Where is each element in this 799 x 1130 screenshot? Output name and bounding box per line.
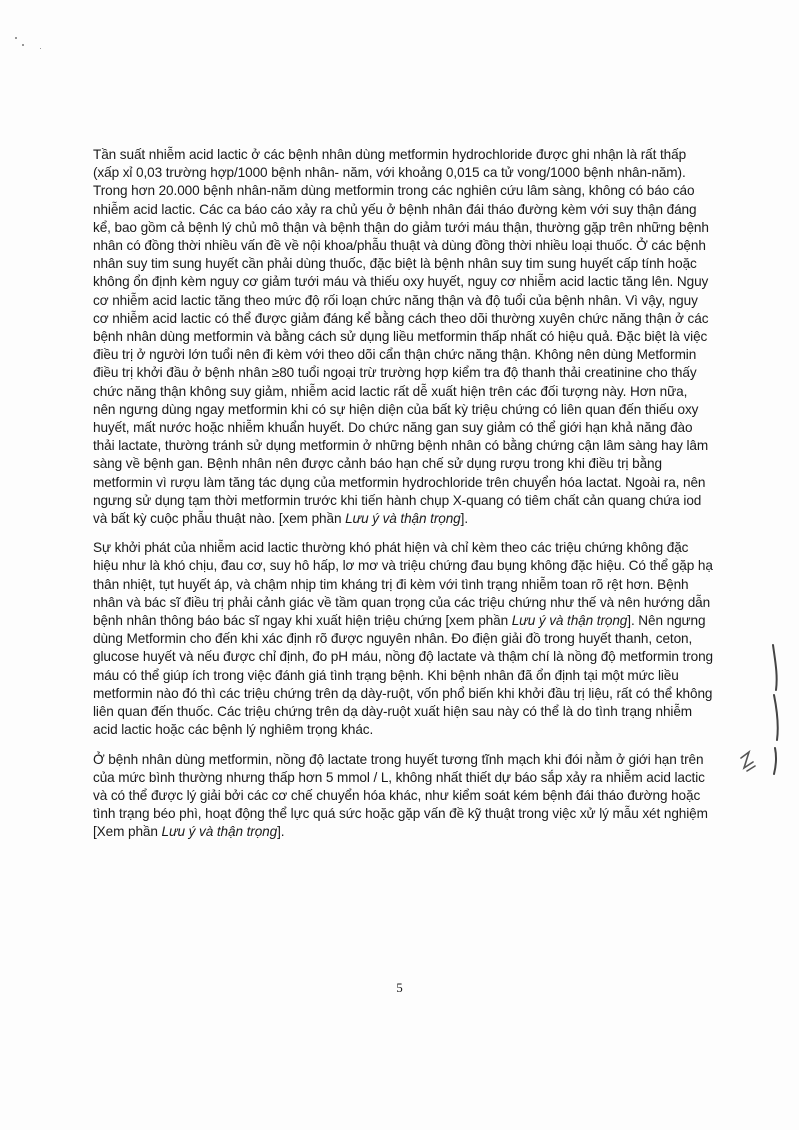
paragraph-text: Ở bệnh nhân dùng metformin, nồng độ lactate trong huyết tương tĩnh mạch khi đói nằm ở giới hạn trên của mức bình thường nhưng thấp hơn 5 mmol / L, không nhất thiết dự báo sắp xảy ra nhiễm acid lactic và có thể được lý giải bởi các cơ chế chuyển hóa khác, như kiểm soát kém bệnh đái tháo đường hoặc tình trạng béo phì, hoạt động thể lực quá sức hoặc gặp vấn đề kỹ thuật trong việc xử lý mẫu xét nghiệm [Xem phần bbox=[93, 751, 708, 840]
paragraph-text: ]. bbox=[277, 824, 285, 840]
handwritten-margin-mark bbox=[735, 640, 785, 800]
cross-reference: Lưu ý và thận trọng bbox=[511, 613, 628, 629]
paragraph-text: ]. Nên ngưng dùng Metformin cho đến khi xác định rõ được nguyên nhân. Đo điện giải đồ trong huyết thanh, ceton, glucose huyết và nếu được chỉ định, đo pH máu, nồng độ lactate và thậm chí là nồng độ metformin trong máu có thể giúp ích trong việc đánh giá tình trạng bệnh. Khi bệnh nhân đã ổn định tại một mức liều metformin nào đó thì các triệu chứng trên dạ dày-ruột, vốn phổ biến khi khởi đầu trị liệu, rất có thể không liên quan đến thuốc. Các triệu chứng trên dạ dày-ruột xuất hiện sau này có thể là do tình trạng nhiễm acid lactic hoặc các bệnh lý nghiêm trọng khác. bbox=[93, 613, 714, 738]
cross-reference: Lưu ý và thận trọng bbox=[345, 511, 461, 527]
page-number: 5 bbox=[396, 980, 403, 995]
paragraph-1 bbox=[93, 146, 713, 528]
scan-speck bbox=[15, 37, 17, 39]
paragraph-text: Sự khởi phát của nhiễm acid lactic thường khó phát hiện và chỉ kèm theo các triệu chứng không đặc hiệu như là khó chịu, đau cơ, suy hô hấp, lơ mơ và triệu chứng đau bụng không đặc hiệu. Có thể gặp hạ thân nhiệt, tụt huyết áp, và chậm nhịp tim kháng trị đi kèm với tình trạng nhiễm toan rõ rệt hơn. Bệnh nhân và bác sĩ điều trị phải cảnh giác về tầm quan trọng của các triệu chứng như thế và nên hướng dẫn bệnh nhân thông báo bác sĩ ngay khi xuất hiện triệu chứng [xem phần bbox=[93, 540, 713, 629]
cross-reference: Lưu ý và thận trọng bbox=[161, 824, 278, 840]
paragraph-text: Tần suất nhiễm acid lactic ở các bệnh nhân dùng metformin hydrochloride được ghi nhận là rất thấp (xấp xỉ 0,03 trường hợp/1000 bệnh nhân- năm, với khoảng 0,015 ca tử vong/1000 bệnh nhân-năm). Trong hơn 20.000 bệnh nhân-năm dùng metformin trong các nghiên cứu lâm sàng, không có báo cáo nhiễm acid lactic. Các ca báo cáo xảy ra chủ yếu ở bệnh nhân đái tháo đường kèm với suy thận đáng kể, bao gồm cả bệnh lý chủ mô thận và bệnh thận do giảm tưới máu thận, thường gặp trên những bệnh nhân có đồng thời nhiều vấn đề về nội khoa/phẫu thuật và dùng đồng thời nhiều loại thuốc. Ở các bệnh nhân suy tim sung huyết cần phải dùng thuốc, đặc biệt là bệnh nhân suy tim sung huyết cấp tính hoặc không ổn định kèm nguy cơ giảm tưới máu và thiếu oxy huyết, nguy cơ nhiễm acid lactic tăng lên. Nguy cơ nhiễm acid lactic tăng theo mức độ rối loạn chức năng thận và độ tuổi của bệnh nhân. Vì vậy, nguy cơ nhiễm acid lactic có thể được giảm đáng kể bằng cách theo dõi thường xuyên chức năng thận ở các bệnh nhân dùng metformin và bằng cách sử dụng liều metformin thấp nhất có hiệu quả. Đặc biệt là việc điều trị ở người lớn tuổi nên đi kèm với theo dõi cẩn thận chức năng thận. Không nên dùng Metformin điều trị khởi đầu ở bệnh nhân ≥80 tuổi ngoại trừ trường hợp kiểm tra độ thanh thải creatinine cho thấy chức năng thận không suy giảm, nhiễm acid lactic rất dễ xuất hiện trên các đối tượng này. Hơn nữa, nên ngưng dùng ngay metformin khi có sự hiện diện của bất kỳ triệu chứng có liên quan đến thiếu oxy huyết, mất nước hoặc nhiễm khuẩn huyết. Do chức năng gan suy giảm có thể giới hạn khả năng đào thải lactate, thường tránh sử dụng metformin ở những bệnh nhân có bằng chứng cận lâm sàng hay lâm sàng về bệnh gan. Bệnh nhân nên được cảnh báo hạn chế sử dụng rượu trong khi điều trị bằng metformin vì rượu làm tăng tác dụng của metformin hydrochloride trên chuyển hóa lactat. Ngoài ra, nên ngưng sử dụng tạm thời metformin trước khi tiến hành chụp X-quang có tiêm chất cản quang chứa iod và bất kỳ cuộc phẫu thuật nào. [xem phần bbox=[93, 147, 709, 527]
scan-speck bbox=[40, 48, 41, 49]
document-body bbox=[93, 146, 713, 853]
paragraph-3 bbox=[93, 751, 713, 842]
paragraph-text: ]. bbox=[460, 511, 468, 527]
scan-speck bbox=[22, 44, 24, 46]
paragraph-2 bbox=[93, 539, 713, 739]
